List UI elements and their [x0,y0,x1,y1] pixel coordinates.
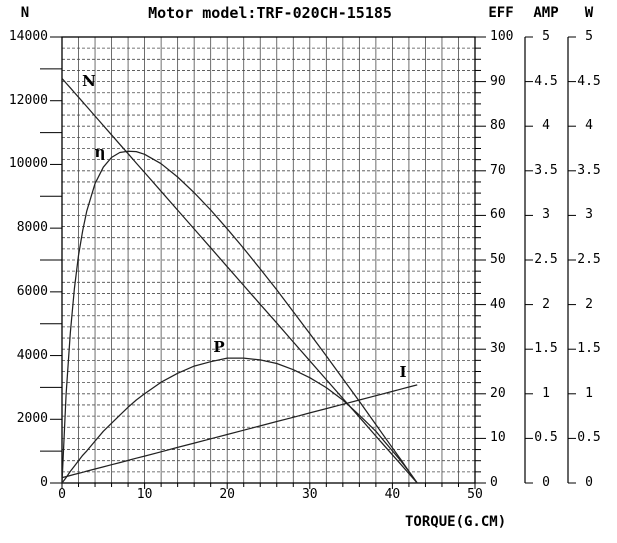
eff-axis-tick-label: 10 [490,430,506,446]
eff-axis-tick-label: 40 [490,296,506,312]
speed-curve [62,78,417,483]
x-axis-title: TORQUE(G.CM) [405,514,507,530]
amp-axis-tick-label: 1.5 [534,341,558,357]
w-axis-tick-label: 3 [585,207,593,223]
x-axis-tick-label: 10 [136,487,153,502]
x-axis-tick-label: 30 [301,487,318,502]
n-axis-tick-label: 10000 [8,156,48,172]
w-axis-tick-label: 1.5 [577,341,601,357]
eff-axis-tick-label: 50 [490,252,506,267]
amp-axis-tick-label: 4 [542,118,550,134]
amp-axis-tick-label: 3 [542,207,550,223]
x-axis-tick-label: 20 [219,487,236,502]
n-axis-tick-label: 4000 [16,347,48,363]
eff-axis-tick-label: 100 [490,29,514,44]
eff-axis-tick-label: 70 [490,162,506,178]
w-axis-tick-label: 4 [585,118,593,134]
n-axis-tick-label: 14000 [8,29,48,44]
eff-axis-tick-label: 0 [490,475,498,490]
n-axis-tick-label: 2000 [16,411,48,427]
w-axis-tick-label: 4.5 [577,73,601,89]
eff-axis-tick-label: 80 [490,118,506,134]
x-axis-tick-label: 50 [467,487,483,502]
amp-axis-tick-label: 4.5 [534,73,558,89]
eff-axis-tick-label: 20 [490,385,506,401]
w-axis-tick-label: 2 [585,296,593,312]
w-axis-tick-label: 0.5 [577,430,601,446]
w-axis-tick-label: 5 [585,29,593,44]
w-axis-tick-label: 2.5 [577,252,601,267]
amp-axis-tick-label: 2.5 [534,252,558,267]
w-axis-name: W [584,5,594,21]
n-axis-tick-label: 6000 [16,283,48,299]
eff-axis-tick-label: 30 [490,341,506,357]
w-axis-tick-label: 0 [585,475,593,490]
amp-axis-tick-label: 0 [542,475,550,490]
amp-axis-tick-label: 3.5 [534,162,558,178]
eff-axis-name: EFF [488,5,514,21]
power-curve-label: P [213,338,225,356]
eff-axis-tick-label: 90 [490,73,506,89]
eff-axis-tick-label: 60 [490,207,506,223]
current-curve [62,385,417,478]
amp-axis-tick-label: 5 [542,29,550,44]
w-axis-tick-label: 1 [585,385,593,401]
n-axis-tick-label: 12000 [8,92,48,108]
x-axis-tick-label: 40 [384,487,401,502]
efficiency-curve-label: η [94,143,106,161]
amp-axis-tick-label: 0.5 [534,430,558,446]
n-axis-tick-label: 0 [40,475,48,490]
speed-curve-label: N [82,72,96,90]
efficiency-curve [62,151,417,483]
x-axis-tick-label: 0 [58,487,66,502]
amp-axis-tick-label: 2 [542,296,550,312]
w-axis-tick-label: 3.5 [577,162,601,178]
n-axis-name: N [20,5,30,21]
n-axis-tick-label: 8000 [16,220,48,236]
current-curve-label: I [399,363,407,381]
amp-axis-name: AMP [533,5,559,21]
chart-title: Motor model:TRF-020CH-15185 [148,4,392,22]
amp-axis-tick-label: 1 [542,385,550,401]
